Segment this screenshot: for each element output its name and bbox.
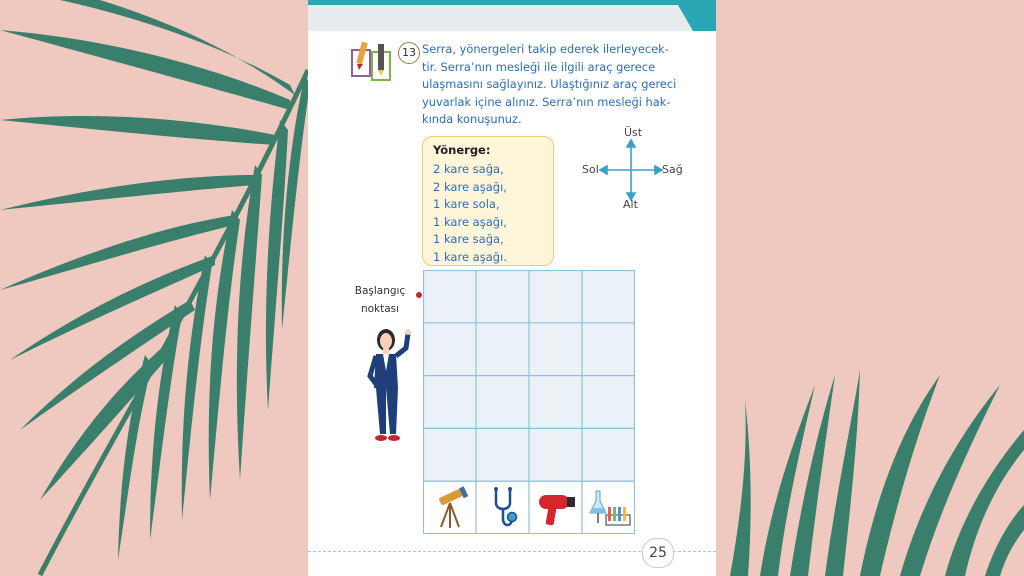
page-number: 25	[642, 538, 674, 568]
serra-character-illustration	[364, 326, 414, 446]
direction-compass	[576, 124, 686, 216]
direction-step: 1 kare aşağı,	[433, 214, 507, 229]
question-line: kında konuşunuz.	[422, 112, 522, 127]
start-point-dot	[416, 292, 422, 298]
start-label-line: Başlangıç	[354, 285, 406, 297]
start-point-label	[340, 282, 420, 318]
start-label-line: noktası	[360, 303, 400, 315]
question-line: tir. Serra’nın mesleği ile ilgili araç gerece	[422, 59, 656, 74]
compass-right-label: Sağ	[662, 163, 683, 176]
directions-list	[433, 161, 507, 267]
directions-title: Yönerge:	[433, 143, 491, 157]
compass-down-label: Alt	[623, 198, 638, 211]
book-page	[308, 0, 716, 576]
question-number: 13	[398, 42, 420, 64]
lab-flask-icon	[584, 483, 634, 533]
direction-step: 1 kare sağa,	[433, 232, 504, 247]
direction-step: 1 kare aşağı.	[433, 249, 507, 264]
hair-dryer-icon	[531, 483, 581, 533]
stethoscope-icon	[478, 483, 528, 533]
direction-step: 1 kare sola,	[433, 197, 500, 212]
direction-step: 2 kare aşağı,	[433, 179, 507, 194]
telescope-icon	[425, 483, 475, 533]
question-text	[422, 41, 677, 129]
question-line: ulaşmasını sağlayınız. Ulaştığınız araç gereci	[422, 77, 677, 92]
compass-up-label: Üst	[624, 126, 643, 139]
direction-step: 2 kare sağa,	[433, 162, 504, 176]
question-line: yuvarlak içine alınız. Serra’nın mesleği hak-	[422, 94, 671, 109]
top-banner	[308, 0, 716, 34]
pencil-activity-icon	[348, 38, 396, 86]
compass-left-label: Sol	[582, 163, 599, 176]
directions-box	[422, 136, 554, 266]
question-line: Serra, yönergeleri takip ederek ilerleyecek-	[422, 42, 669, 56]
